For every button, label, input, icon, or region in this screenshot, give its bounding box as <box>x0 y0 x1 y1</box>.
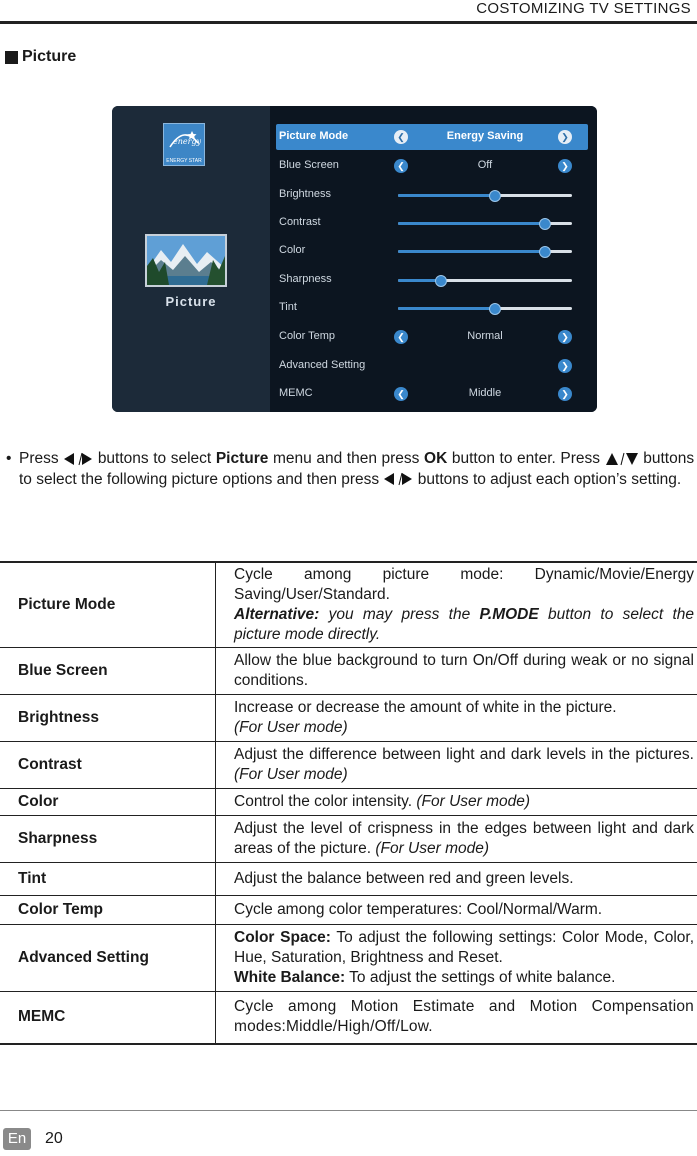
option-name: Advanced Setting <box>0 925 216 992</box>
table-row <box>0 648 697 695</box>
menu-row-label: Contrast <box>279 216 321 228</box>
tint-slider[interactable] <box>398 307 572 310</box>
pmode-keyword: P.MODE <box>479 606 539 623</box>
energy-star-text: ENERGY STAR <box>166 158 202 164</box>
menu-row-color-temp[interactable] <box>276 324 588 350</box>
sharpness-slider[interactable] <box>398 279 572 282</box>
menu-row-label: Sharpness <box>279 273 332 285</box>
chevron-left-icon[interactable]: ❮ <box>394 130 408 144</box>
menu-row-label: Advanced Setting <box>279 359 366 371</box>
menu-row-memc[interactable] <box>276 381 588 407</box>
chapter-title: COSTOMIZING TV SETTINGS <box>476 0 691 17</box>
instruction-text: button to enter. Press <box>451 450 601 467</box>
option-description <box>216 742 697 789</box>
mode-note: (For User mode) <box>416 793 531 810</box>
option-name: MEMC <box>0 992 216 1044</box>
instruction-text: Press <box>19 450 59 467</box>
option-name: Brightness <box>0 695 216 742</box>
color-slider[interactable] <box>398 250 572 253</box>
table-row <box>0 925 697 992</box>
option-name: Blue Screen <box>0 648 216 695</box>
option-description <box>216 695 697 742</box>
language-badge: En <box>3 1128 31 1150</box>
contrast-slider[interactable] <box>398 222 572 225</box>
instruction-text: buttons to select <box>97 450 212 467</box>
table-row <box>0 562 697 648</box>
section-title: Picture <box>22 48 77 65</box>
option-name: Picture Mode <box>0 562 216 648</box>
menu-row-blue-screen[interactable] <box>276 153 588 179</box>
section-heading <box>5 48 76 66</box>
chevron-right-icon[interactable]: ❯ <box>558 359 572 373</box>
chevron-left-icon[interactable]: ❮ <box>394 330 408 344</box>
option-description <box>216 562 697 648</box>
description-text: Increase or decrease the amount of white in the picture. <box>234 699 617 716</box>
chevron-right-icon[interactable]: ❯ <box>558 159 572 173</box>
picture-options-table <box>0 561 697 1045</box>
menu-row-value: Energy Saving <box>446 130 524 142</box>
tv-menu-options <box>270 106 597 412</box>
slider-knob[interactable] <box>435 275 447 287</box>
description-text: To adjust the following settings: Color Mode, Color, Hue, Saturation, Brightness and Reset. <box>234 929 694 966</box>
menu-row-label: Blue Screen <box>279 159 339 171</box>
slider-knob[interactable] <box>489 303 501 315</box>
description-text: Adjust the level of crispness in the edges between light and dark areas of the picture. <box>234 820 694 857</box>
table-row <box>0 992 697 1044</box>
menu-row-contrast[interactable] <box>276 210 588 236</box>
left-right-arrows-icon <box>383 472 413 486</box>
option-description <box>216 789 697 816</box>
table-row <box>0 742 697 789</box>
menu-row-label: Tint <box>279 301 297 313</box>
option-name: Color Temp <box>0 896 216 925</box>
option-description: Adjust the balance between red and green levels. <box>216 863 697 896</box>
instruction-text: buttons to select the following picture options and then press <box>19 450 695 488</box>
instruction-text: buttons to adjust each option’s setting. <box>417 470 682 488</box>
description-text: Adjust the difference between light and dark levels in the pictures. <box>234 746 694 763</box>
ok-keyword: OK <box>424 450 448 467</box>
menu-row-label: Color Temp <box>279 330 336 342</box>
footer-rule <box>0 1110 697 1111</box>
option-description: Allow the blue background to turn On/Off during weak or no signal conditions. <box>216 648 697 695</box>
tv-menu-sidebar <box>112 106 270 412</box>
slider-knob[interactable] <box>539 246 551 258</box>
menu-row-label: Color <box>279 244 306 256</box>
picture-thumbnail-icon <box>145 234 227 287</box>
menu-row-tint[interactable] <box>276 295 588 321</box>
table-row <box>0 695 697 742</box>
chevron-left-icon[interactable]: ❮ <box>394 387 408 401</box>
svg-text:energy: energy <box>173 137 201 146</box>
brightness-slider[interactable] <box>398 194 572 197</box>
description-text: Control the color intensity. <box>234 793 413 810</box>
chevron-right-icon[interactable]: ❯ <box>558 130 572 144</box>
option-name: Tint <box>0 863 216 896</box>
header-rule <box>0 21 697 24</box>
mode-note: (For User mode) <box>234 766 348 783</box>
page-number: 20 <box>45 1130 63 1147</box>
mode-note: (For User mode) <box>234 719 348 736</box>
description-text: To adjust the settings of white balance. <box>349 969 616 986</box>
page-header <box>0 0 697 26</box>
option-name: Color <box>0 789 216 816</box>
menu-row-advanced-setting[interactable] <box>276 353 588 379</box>
up-down-arrows-icon <box>605 452 639 466</box>
menu-row-label: MEMC <box>279 387 313 399</box>
color-space-label: Color Space: <box>234 929 331 946</box>
menu-row-label: Brightness <box>279 188 331 200</box>
instruction-paragraph <box>4 449 694 490</box>
energy-star-logo <box>163 123 205 166</box>
chevron-right-icon[interactable]: ❯ <box>558 387 572 401</box>
mode-note: (For User mode) <box>375 840 489 857</box>
table-row <box>0 816 697 863</box>
option-description <box>216 925 697 992</box>
bullet-dot: • <box>6 450 12 467</box>
menu-row-value: Normal <box>467 330 503 342</box>
slider-knob[interactable] <box>539 218 551 230</box>
table-row <box>0 789 697 816</box>
description-text: button to select the picture mode directly. <box>234 606 694 643</box>
option-description: Cycle among Motion Estimate and Motion Compensation modes:Middle/High/Off/Low. <box>216 992 697 1044</box>
white-balance-label: White Balance: <box>234 969 346 986</box>
instruction-text: menu and then press <box>272 450 420 467</box>
picture-category-label: Picture <box>165 294 217 309</box>
chevron-left-icon[interactable]: ❮ <box>394 159 408 173</box>
left-right-arrows-icon <box>63 452 93 466</box>
description-text: Cycle among picture mode: Dynamic/Movie/Energy Saving/User/Standard. <box>234 566 694 603</box>
square-bullet-icon <box>5 51 18 64</box>
menu-row-brightness[interactable] <box>276 182 588 208</box>
table-row <box>0 863 697 896</box>
option-description <box>216 816 697 863</box>
chevron-right-icon[interactable]: ❯ <box>558 330 572 344</box>
picture-keyword: Picture <box>215 450 269 467</box>
description-text: you may press the <box>328 606 471 623</box>
menu-row-value: Middle <box>468 387 502 399</box>
option-name: Sharpness <box>0 816 216 863</box>
menu-row-picture-mode[interactable] <box>276 124 588 150</box>
menu-row-label: Picture Mode <box>279 130 349 142</box>
table-row <box>0 896 697 925</box>
slider-knob[interactable] <box>489 190 501 202</box>
option-description: Cycle among color temperatures: Cool/Normal/Warm. <box>216 896 697 925</box>
menu-row-value: Off <box>477 159 493 171</box>
menu-row-sharpness[interactable] <box>276 267 588 293</box>
alternative-label: Alternative: <box>234 606 320 623</box>
menu-row-color[interactable] <box>276 238 588 264</box>
option-name: Contrast <box>0 742 216 789</box>
tv-menu-screenshot <box>112 106 597 412</box>
